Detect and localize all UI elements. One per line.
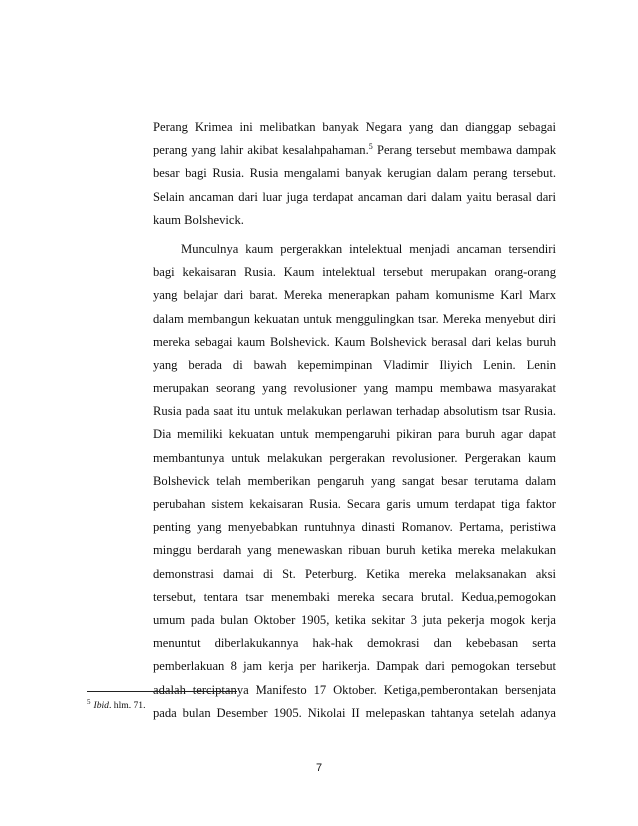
page-number: 7 bbox=[315, 762, 323, 774]
text-line: mereka sebagai kaum Bolshevick. Kaum Bolshevick berasal dari kelas buruh bbox=[153, 334, 556, 349]
text-line: tersebut, tentara tsar menembaki mereka secara brutal. Kedua,pemogokan bbox=[153, 589, 556, 604]
text-line: besar bagi Rusia. Rusia mengalami banyak kerugian dalam perang tersebut. bbox=[153, 166, 556, 181]
text-line: bagi kekaisaran Rusia. Kaum intelektual tersebut merupakan orang-orang bbox=[153, 265, 556, 280]
text-fragment: perang yang lahir akibat kesalahpahaman. bbox=[153, 143, 369, 158]
text-line: menuntut diberlakukannya hak-hak demokrasi dan kebebasan serta bbox=[153, 636, 556, 651]
text-fragment: Perang tersebut membawa dampak bbox=[372, 143, 556, 158]
text-line: yang belajar dari barat. Mereka menerapkan paham komunisme Karl Marx bbox=[153, 288, 556, 303]
text-line bbox=[153, 139, 556, 162]
text-line: Selain ancaman dari luar juga terdapat ancaman dari dalam yaitu berasal dari bbox=[153, 189, 556, 204]
text-line: penting yang menyebabkan runtuhnya dinasti Romanov. Pertama, peristiwa bbox=[153, 520, 556, 535]
text-line: kaum Bolshevick. bbox=[153, 212, 244, 227]
text-line: minggu berdarah yang menewaskan ribuan buruh ketika mereka melakukan bbox=[153, 543, 556, 558]
text-line: Dia memiliki kekuatan untuk mempengaruhi pikiran para buruh agar dapat bbox=[153, 427, 556, 442]
footnote-source: Ibid bbox=[93, 700, 109, 711]
text-line: adalah terciptanya Manifesto 17 Oktober. Ketiga,pemberontakan bersenjata bbox=[153, 682, 556, 697]
text-line: merupakan seorang yang revolusioner yang mampu membawa masyarakat bbox=[153, 381, 556, 396]
footnote-number: 5 bbox=[87, 697, 91, 706]
text-line: yang berada di bawah kepemimpinan Vladimir Iliyich Lenin. Lenin bbox=[153, 357, 556, 372]
footnote-text: . hlm. 71. bbox=[108, 700, 146, 711]
text-line: membantunya untuk melakukan pergerakan revolusioner. Pergerakan kaum bbox=[153, 450, 556, 465]
text-line: dalam membangun kekuatan untuk menggulingkan tsar. Mereka menyebut diri bbox=[153, 311, 556, 326]
footnote-divider bbox=[87, 691, 237, 692]
text-line: Bolshevick telah memberikan pengaruh yang sangat besar terutama dalam bbox=[153, 473, 556, 488]
paragraph-2 bbox=[153, 238, 556, 725]
text-line: Munculnya kaum pergerakkan intelektual menjadi ancaman tersendiri bbox=[181, 241, 556, 256]
text-line: Perang Krimea ini melibatkan banyak Negara yang dan dianggap sebagai bbox=[153, 120, 556, 134]
body-text bbox=[153, 116, 556, 725]
footnote-reference: 5 bbox=[368, 142, 373, 151]
text-line: Rusia pada saat itu untuk melakukan perlawan terhadap absolutism tsar Rusia. bbox=[153, 404, 556, 419]
text-line: umum pada bulan Oktober 1905, ketika sekitar 3 juta pekerja mogok kerja bbox=[153, 612, 556, 627]
footnote bbox=[87, 697, 146, 711]
text-line: pada bulan Desember 1905. Nikolai II melepaskan tahtanya setelah adanya bbox=[153, 705, 556, 720]
text-line: demonstrasi damai di St. Peterburg. Ketika mereka melaksanakan aksi bbox=[153, 566, 556, 581]
text-line: perubahan sistem kekaisaran Rusia. Secara garis umum terdapat tiga faktor bbox=[153, 497, 556, 511]
paragraph-1 bbox=[153, 116, 556, 232]
text-line: pemberlakuan 8 jam kerja per harikerja. Dampak dari pemogokan tersebut bbox=[153, 659, 556, 674]
